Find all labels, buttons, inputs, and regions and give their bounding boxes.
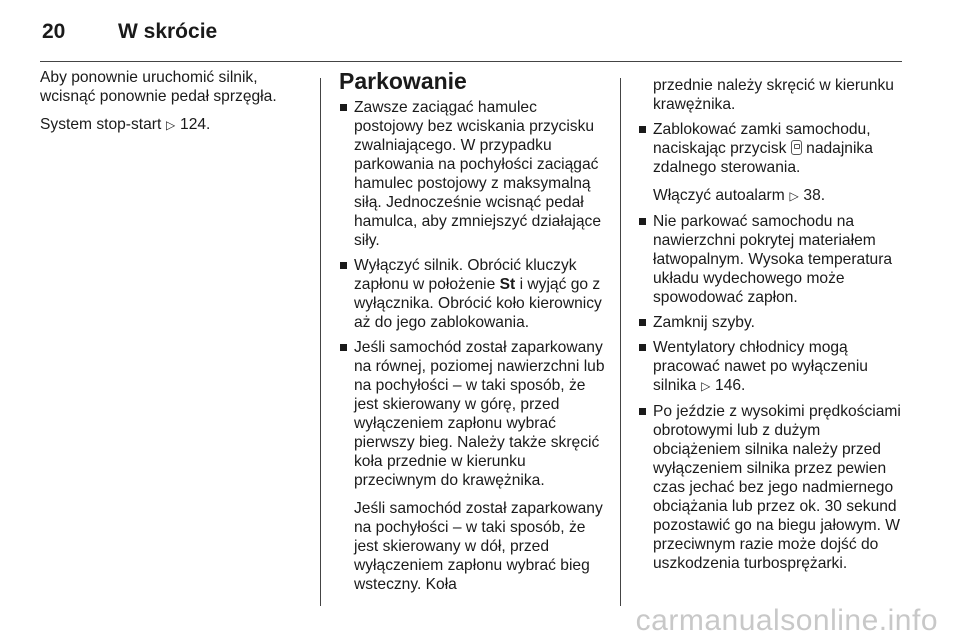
list-subparagraph: Jeśli samochód został zaparkowany na pochyłości – w taki sposób, że jest skierowany w dół, przed wyłączeniem zapłonu wybrać bieg wsteczny. Koła — [354, 500, 603, 593]
list-item: Zamknij szyby. — [638, 313, 904, 332]
page-reference-link[interactable]: 146. — [715, 377, 746, 394]
column-divider — [320, 78, 321, 606]
page-header — [42, 20, 217, 46]
parking-list-continued — [638, 120, 904, 573]
parking-list — [339, 98, 609, 594]
column-2 — [339, 68, 609, 600]
bullet-icon — [639, 126, 646, 133]
list-item: Wyłączyć silnik. Obrócić kluczyk zapłonu w położenie St i wyjąć go z wyłącznika. Obrócić koło kierownicy aż do jego zablokowania. — [339, 256, 609, 332]
list-item: Zablokować zamki samochodu, naciskając przycisk nadajnika zdalnego sterowania. Włączyć autoalarm ▷ 38. — [638, 120, 904, 206]
bullet-icon — [340, 262, 347, 269]
list-item: Jeśli samochód został zaparkowany na równej, poziomej nawierzchni lub na pochyłości – w taki sposób, że jest skierowany w górę, przed wyłączeniem zapłonu wybrać pierwszy bieg. Należy także skręcić koła przednie w kierunku przeciwnym do krawężnika. Jeśli samochód został zaparkowany na pochyłości – w taki sposób, że jest skierowany w dół, przed wyłączeniem zapłonu wybrać bieg wsteczny. Koła — [339, 338, 609, 594]
section-heading: Parkowanie — [339, 68, 467, 94]
watermark: carmanualsonline.info — [635, 604, 938, 637]
list-item: Nie parkować samochodu na nawierzchni pokrytej materiałem łatwopalnym. Wysoka temperatura układu wydechowego może spowodować zapłon. — [638, 212, 904, 307]
header-rule — [40, 61, 902, 62]
bullet-icon — [639, 218, 646, 225]
list-item: Po jeździe z wysokimi prędkościami obrotowymi lub z dużym obciążeniem silnika należy przed wyłączeniem silnika przez pewien czas jechać bez jego nadmiernego obciążania lub przez ok. 30 sekund pozostawić go na biegu jałowym. W przeciwnym razie może dojść do uszkodzenia turbosprężarki. — [638, 402, 904, 573]
column-divider — [620, 78, 621, 606]
continued-text: przednie należy skręcić w kierunku krawężnika. — [653, 77, 894, 113]
page-reference-link[interactable]: 124. — [180, 116, 211, 133]
list-subparagraph: Włączyć autoalarm ▷ 38. — [653, 187, 826, 204]
reference-arrow-icon: ▷ — [701, 379, 711, 393]
restart-paragraph: Aby ponownie uruchomić silnik, wcisnąć ponownie pedał sprzęgła. — [40, 69, 277, 105]
bullet-icon — [639, 344, 646, 351]
bullet-icon — [340, 344, 347, 351]
lock-button-icon — [791, 140, 802, 155]
list-item: Zawsze zaciągać hamulec postojowy bez wciskania przycisku zwalniającego. W przypadku parkowania na pochyłości zaciągać hamulec postojowy z maksymalną siłą. Jednocześnie wcisnąć pedał hamulca, aby zmniejszyć działające siły. — [339, 98, 609, 250]
ignition-position: St — [499, 276, 516, 293]
stop-start-reference: System stop-start ▷ 124. — [40, 116, 211, 133]
bullet-icon — [340, 104, 347, 111]
column-1 — [40, 68, 302, 144]
page-title: W skrócie — [118, 20, 218, 43]
list-item: Wentylatory chłodnicy mogą pracować nawet po wyłączeniu silnika ▷ 146. — [638, 338, 904, 396]
reference-arrow-icon: ▷ — [789, 189, 799, 203]
bullet-icon — [639, 319, 646, 326]
page-number: 20 — [42, 20, 66, 43]
reference-arrow-icon: ▷ — [166, 118, 176, 132]
bullet-icon — [639, 408, 646, 415]
column-3 — [638, 76, 904, 579]
page-reference-link[interactable]: 38. — [803, 187, 826, 204]
